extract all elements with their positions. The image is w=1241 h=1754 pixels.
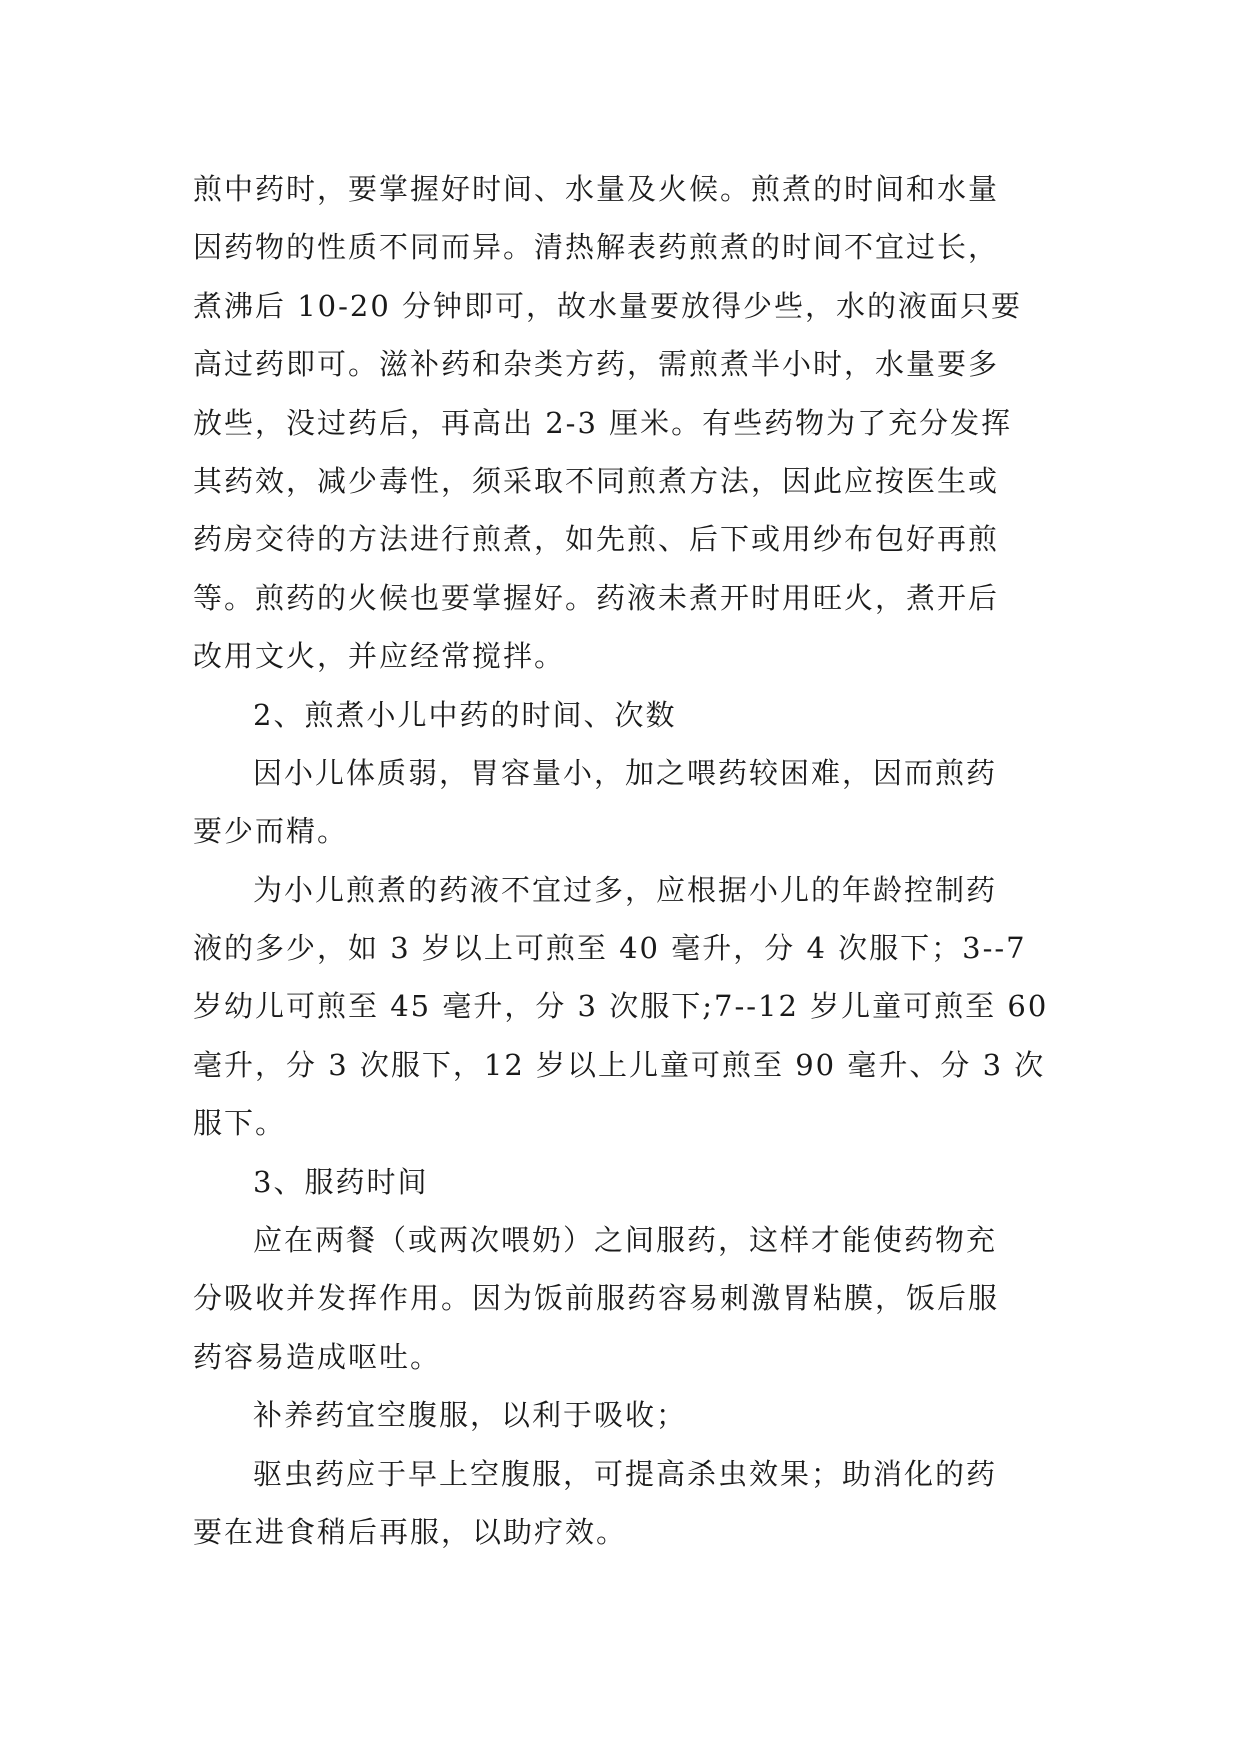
text-line: 改用文火，并应经常搅拌。	[193, 639, 566, 674]
text-line: 毫升，分 3 次服下，12 岁以上儿童可煎至 90 毫升、分 3 次	[193, 1047, 1046, 1082]
text-line: 分吸收并发挥作用。因为饭前服药容易刺激胃粘膜，饭后服	[193, 1281, 1000, 1316]
text-line: 煮沸后 10-20 分钟即可，故水量要放得少些，水的液面只要	[193, 288, 1023, 323]
text-line: 应在两餐（或两次喂奶）之间服药，这样才能使药物充	[253, 1223, 998, 1258]
section-heading: 3、服药时间	[253, 1164, 429, 1199]
text-line: 药容易造成呕吐。	[193, 1339, 442, 1374]
document-body	[193, 160, 1053, 1561]
text-line: 因药物的性质不同而异。清热解表药煎煮的时间不宜过长，	[193, 230, 1000, 265]
text-line: 岁幼儿可煎至 45 毫升，分 3 次服下;7--12 岁儿童可煎至 60	[193, 989, 1049, 1024]
text-line: 补养药宜空腹服，以利于吸收；	[253, 1398, 688, 1433]
text-line: 驱虫药应于早上空腹服，可提高杀虫效果；助消化的药	[253, 1456, 998, 1491]
text-line: 等。煎药的火候也要掌握好。药液未煮开时用旺火，煮开后	[193, 580, 1000, 615]
text-line: 要在进食稍后再服，以助疗效。	[193, 1514, 628, 1549]
text-line: 要少而精。	[193, 814, 349, 849]
text-line: 液的多少，如 3 岁以上可煎至 40 毫升，分 4 次服下；3--7	[193, 931, 1027, 966]
text-line: 放些，没过药后，再高出 2-3 厘米。有些药物为了充分发挥	[193, 405, 1013, 440]
text-line: 服下。	[193, 1106, 287, 1141]
text-line: 为小儿煎煮的药液不宜过多，应根据小儿的年龄控制药	[253, 872, 998, 907]
text-line: 高过药即可。滋补药和杂类方药，需煎煮半小时，水量要多	[193, 347, 1000, 382]
text-line: 药房交待的方法进行煎煮，如先煎、后下或用纱布包好再煎	[193, 522, 1000, 557]
section-heading: 2、煎煮小儿中药的时间、次数	[253, 697, 677, 732]
text-line: 因小儿体质弱，胃容量小，加之喂药较困难，因而煎药	[253, 755, 998, 790]
text-line: 煎中药时，要掌握好时间、水量及火候。煎煮的时间和水量	[193, 172, 1000, 206]
text-line: 其药效，减少毒性，须采取不同煎煮方法，因此应按医生或	[193, 463, 1000, 498]
